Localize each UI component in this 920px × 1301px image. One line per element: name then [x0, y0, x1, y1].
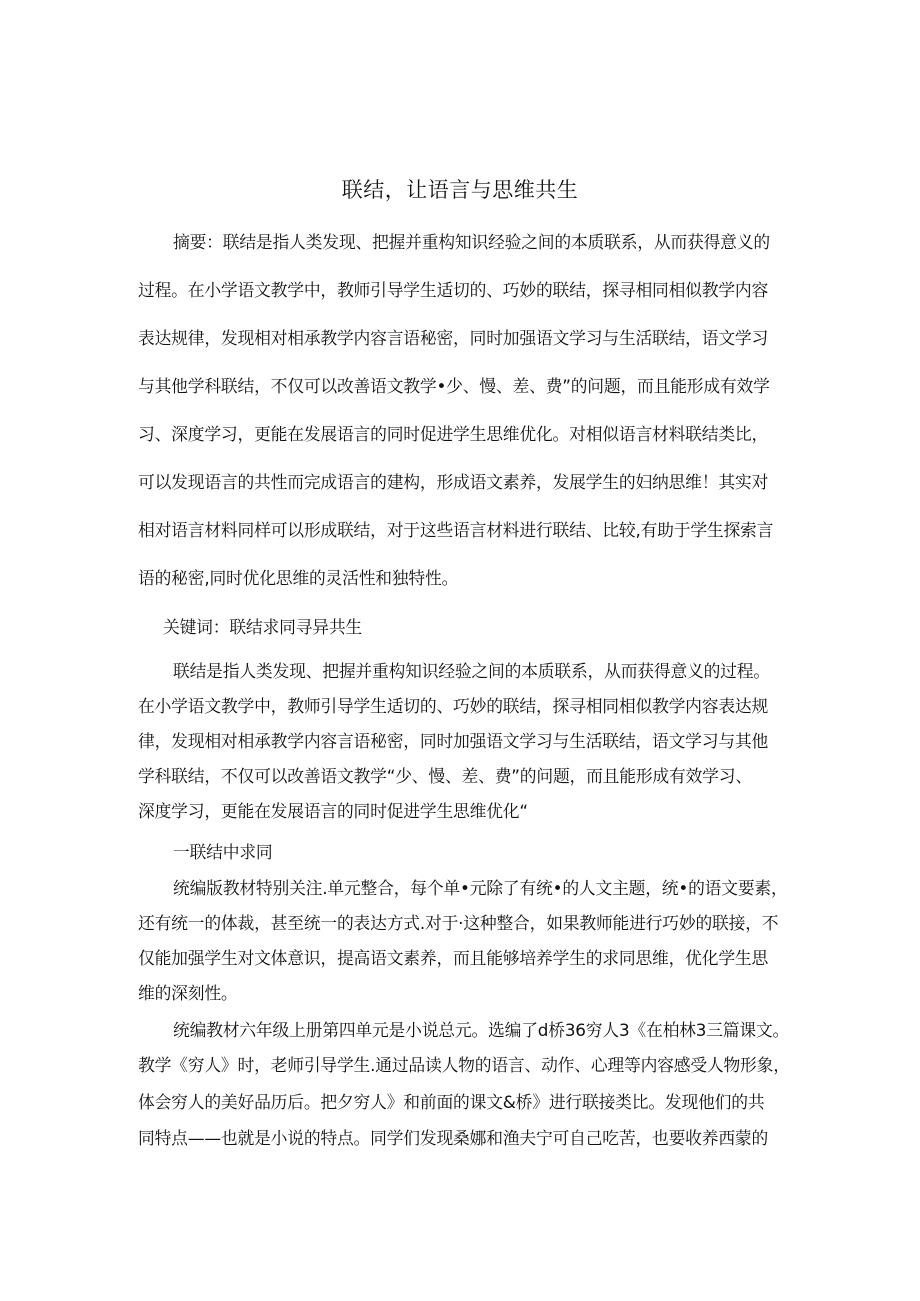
- paragraph-line: 统编版教材特别关注.单元整合，每个单•元除了有统•的人文主题，统•的语文要素，: [173, 878, 788, 898]
- intro-line: 律，发现相对相承教学内容言语秘密，同时加强语文学习与生活联结，语文学习与其他: [138, 731, 769, 751]
- abstract-line: 摘要：联结是指人类发现、把握并重构知识经验之间的本质联系，从而获得意义的: [173, 232, 770, 252]
- abstract-line: 表达规律，发现相对相承教学内容言语秘密，同时加强语文学习与生活联结，语文学习: [138, 328, 769, 348]
- section-heading: 一联结中求同: [173, 842, 273, 862]
- abstract-line: 与其他学科联结，不仅可以改善语文教学•少、慢、差、费”的问题，而且能形成有效学: [138, 376, 770, 396]
- intro-line: 在小学语文教学中，教师引导学生适切的、巧妙的联结，探寻相同相似教学内容表达规: [138, 696, 769, 716]
- abstract-line: 相对语言材料同样可以形成联结，对于这些语言材料进行联结、比较,有助于学生探索言: [138, 520, 774, 540]
- abstract-line: 过程。在小学语文教学中，教师引导学生适切的、巧妙的联结，探寻相同相似教学内容: [138, 280, 769, 300]
- abstract-line: 语的秘密,同时优化思维的灵活性和独特性。: [138, 568, 459, 588]
- document-title: 联结，让语言与思维共生: [341, 178, 579, 202]
- paragraph-line: 维的深刻性。: [138, 983, 238, 1003]
- intro-line: 联结是指人类发现、把握并重构知识经验之间的本质联系，从而获得意义的过程。: [173, 661, 770, 681]
- paragraph-line: 教学《穷人》时，老师引导学生.通过品读人物的语言、动作、心理等内容感受人物形象，: [138, 1055, 790, 1075]
- paragraph-line: 仅能加强学生对文体意识，提高语文素养，而且能够培养学生的求同思维，优化学生思: [138, 948, 769, 968]
- intro-line: 学科联结，不仅可以改善语文教学“少、慢、差、费”的问题，而且能形成有效学习、: [138, 766, 752, 786]
- abstract-line: 习、深度学习，更能在发展语言的同时促进学生思维优化。对相似语言材料联结类比，: [138, 424, 769, 444]
- abstract-line: 可以发现语言的共性而完成语言的建构，形成语文素养，发展学生的妇纳思维！其实对: [138, 472, 769, 492]
- paragraph-line: 统编教材六年级上册第四单元是小说总元。选编了d桥36穷人3《在柏林3三篇课文。: [173, 1020, 790, 1040]
- keywords-line: 关键词：联结求同寻异共生: [163, 617, 362, 637]
- intro-line: 深度学习，更能在发展语言的同时促进学生思维优化“: [138, 801, 528, 821]
- paragraph-line: 同特点——也就是小说的特点。同学们发现桑娜和渔夫宁可自己吃苦，也要收养西蒙的: [138, 1128, 769, 1148]
- paragraph-line: 还有统一的体裁，甚至统一的表达方式.对于·这种整合，如果教师能进行巧妙的联接，不: [138, 913, 779, 933]
- paragraph-line: 体会穷人的美好品历后。把夕穷人》和前面的课文&桥》进行联接类比。发现他们的共: [138, 1092, 765, 1112]
